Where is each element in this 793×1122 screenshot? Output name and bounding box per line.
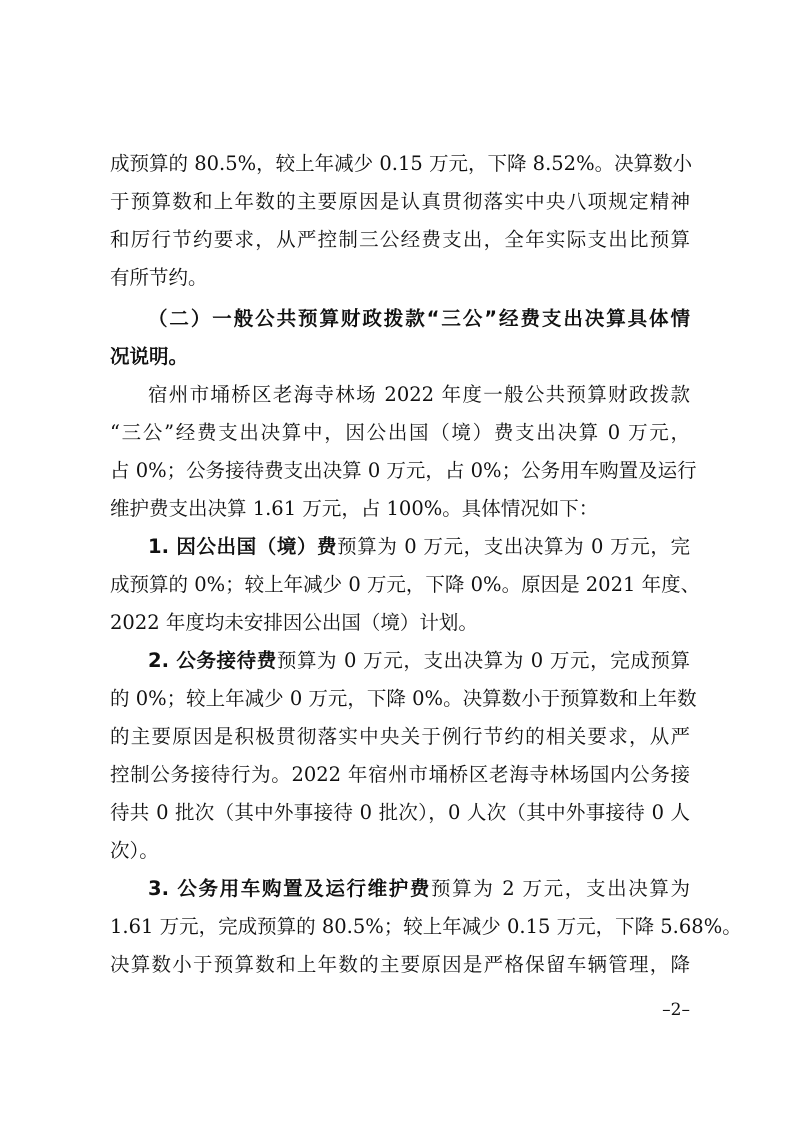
paragraph-line: “三公”经费支出决算中，因公出国（境）费支出决算 0 万元，: [110, 421, 690, 444]
paragraph-line: 有所节约。: [110, 266, 208, 289]
paragraph-line: 决算数小于预算数和上年数的主要原因是严格保留车辆管理，降: [110, 953, 690, 976]
paragraph-line: 1.61 万元，完成预算的 80.5%；较上年减少 0.15 万元，下降 5.68%。: [110, 915, 742, 938]
item-text: 预算为 0 万元，支出决算为 0 万元，完成预算: [276, 649, 691, 672]
paragraph-line: 的主要原因是积极贯彻落实中央关于例行节约的相关要求，从严: [110, 725, 690, 748]
section-heading-continued: 况说明。: [110, 345, 189, 368]
item-text: 预算为 0 万元，支出决算为 0 万元，完: [337, 535, 690, 558]
paragraph-line: 和厉行节约要求，从严控制三公经费支出，全年实际支出比预算: [110, 228, 690, 251]
item-line-2: [148, 647, 690, 675]
item-line-1: [148, 533, 690, 561]
item-heading-vehicles: 3. 公务用车购置及运行维护费: [148, 877, 432, 900]
paragraph-line: 占 0%；公务接待费支出决算 0 万元，占 0%；公务用车购置及运行: [110, 459, 697, 482]
paragraph-line: 的 0%；较上年减少 0 万元，下降 0%。决算数小于预算数和上年数: [110, 687, 697, 710]
item-text: 预算为 2 万元，支出决算为: [431, 877, 690, 900]
paragraph-line: 维护费支出决算 1.61 万元，占 100%。具体情况如下：: [110, 497, 599, 520]
paragraph-line: 宿州市埇桥区老海寺林场 2022 年度一般公共预算财政拨款: [148, 383, 690, 406]
paragraph-line: 于预算数和上年数的主要原因是认真贯彻落实中央八项规定精神: [110, 190, 690, 213]
item-line-3: [148, 875, 690, 903]
paragraph-line: 次）。: [110, 839, 159, 862]
item-heading-reception: 2. 公务接待费: [148, 649, 277, 672]
section-heading: （二）一般公共预算财政拨款“三公”经费支出决算具体情: [148, 307, 690, 330]
item-heading-travel: 1. 因公出国（境）费: [148, 535, 338, 558]
paragraph-line: 成预算的 0%；较上年减少 0 万元，下降 0%。原因是 2021 年度、: [110, 573, 701, 596]
paragraph-line: 成预算的 80.5%，较上年减少 0.15 万元，下降 8.52%。决算数小: [110, 152, 693, 175]
paragraph-line: 待共 0 批次（其中外事接待 0 批次），0 人次（其中外事接待 0 人: [110, 801, 690, 824]
page-number: –2–: [662, 1000, 690, 1020]
paragraph-line: 2022 年度均未安排因公出国（境）计划。: [110, 611, 478, 634]
paragraph-line: 控制公务接待行为。2022 年宿州市埇桥区老海寺林场国内公务接: [110, 763, 690, 786]
